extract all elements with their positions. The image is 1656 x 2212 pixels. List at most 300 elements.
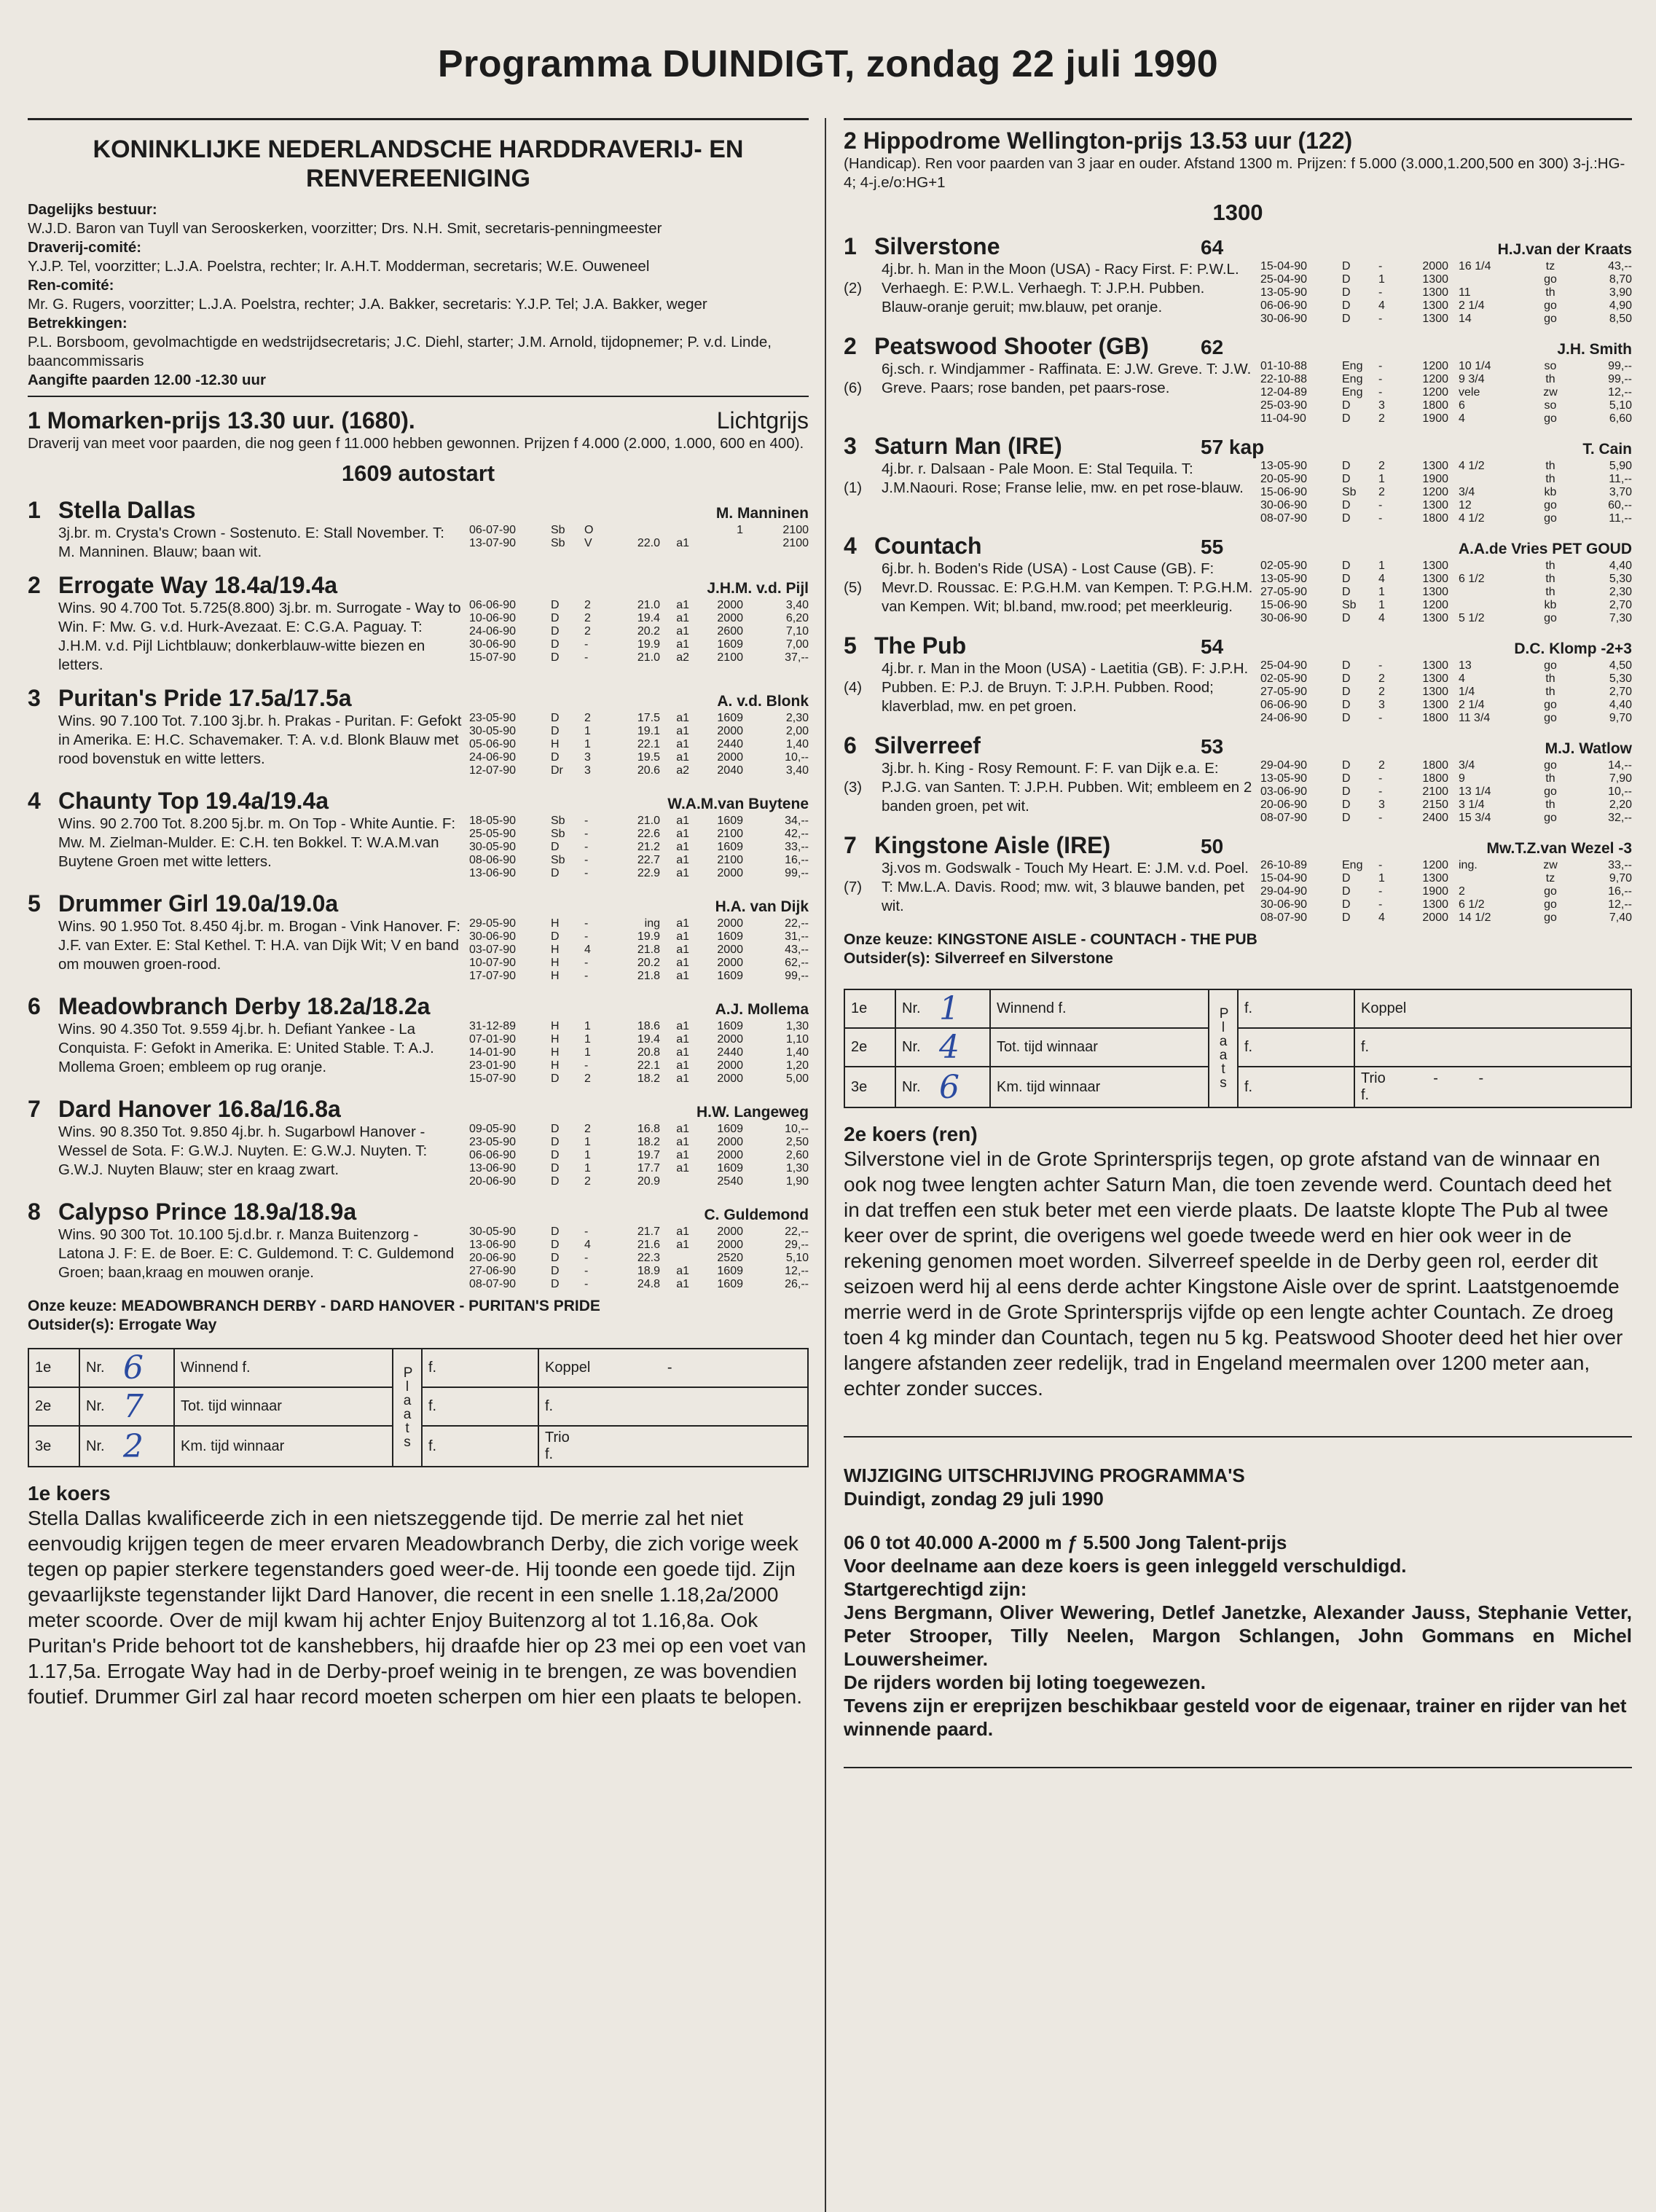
- wijziging-l2: Startgerechtigd zijn:: [844, 1578, 1027, 1600]
- result-cell: -: [1378, 260, 1383, 272]
- result-row: [469, 764, 809, 777]
- horse-header: [28, 572, 809, 599]
- result-cell: go: [1544, 785, 1557, 798]
- result-cell: -: [1378, 360, 1383, 372]
- result-cell: 3: [1378, 799, 1385, 811]
- result-row: [1260, 885, 1632, 898]
- knhrv-line-text: W.J.D. Baron van Tuyll van Serooskerken, voorzitter; Drs. N.H. Smit, secretaris-penningmeester: [28, 220, 662, 237]
- result-cell: 19.9: [637, 930, 660, 943]
- result-cell: D: [551, 1278, 560, 1290]
- result-cell: 22.7: [637, 854, 660, 866]
- result-cell: 2 1/4: [1459, 299, 1485, 312]
- result-cell: 2000: [717, 867, 743, 879]
- horse-name: Stella Dallas: [58, 497, 196, 523]
- result-cell: 2: [1378, 486, 1385, 498]
- result-cell: [1448, 560, 1534, 573]
- result-row: [469, 1239, 809, 1252]
- horse-name-wrap: [844, 433, 1062, 460]
- horse-header: [844, 333, 1632, 360]
- result-cell: D: [1342, 560, 1351, 572]
- horse-name-wrap: [844, 732, 981, 759]
- result-cell: 1900: [1422, 412, 1448, 425]
- result-cell: 2600: [717, 625, 743, 638]
- result-row: [469, 625, 809, 638]
- result-cell: go: [1544, 659, 1557, 672]
- result-cell: 3/4: [1459, 759, 1475, 772]
- result-row: [1260, 399, 1632, 412]
- result-cell: [1448, 599, 1534, 612]
- result-row: [1260, 659, 1632, 672]
- result-cell: 7,90: [1609, 772, 1632, 785]
- race2-keuze: Onze keuze: KINGSTONE AISLE - COUNTACH - THE PUB: [844, 931, 1257, 948]
- horse-weight-driver: [1195, 536, 1632, 559]
- result-cell: th: [1545, 672, 1555, 685]
- koppel-text: Koppel: [545, 1360, 591, 1376]
- result-cell: ing: [644, 917, 660, 930]
- result-cell: 22.1: [637, 1059, 660, 1072]
- result-cell: -: [584, 1225, 589, 1238]
- result-cell: 24-06-90: [1260, 712, 1308, 724]
- result-cell: 2: [1378, 460, 1385, 472]
- horse-desc: 3j.vos m. Godswalk - Touch My Heart. E: J.M. v.d. Poel. T: Mw.L.A. Davis. Rood; mw. wit, 3 blauwe banden, pet wit.: [882, 860, 1249, 914]
- result-cell: 4: [1378, 612, 1385, 624]
- horse-name-wrap: [28, 890, 338, 917]
- result-cell: 08-07-90: [469, 1278, 517, 1290]
- result-cell: 1609: [717, 1265, 743, 1277]
- result-cell: 3 1/4: [1459, 799, 1485, 811]
- result-cell: 20-06-90: [1260, 799, 1308, 811]
- wijziging-l4: De rijders worden bij loting toegewezen.: [844, 1671, 1206, 1693]
- result-cell: tz: [1545, 872, 1555, 885]
- horse-number: 7: [28, 1096, 41, 1122]
- nr-label: Nr.: [895, 989, 939, 1028]
- result-cell: 27-05-90: [1260, 586, 1308, 598]
- result-cell: [660, 1175, 689, 1188]
- result-cell: -: [1378, 885, 1383, 898]
- horse-driver: M. Manninen: [715, 505, 809, 522]
- result-row: [469, 712, 809, 725]
- result-cell: a1: [676, 1072, 689, 1085]
- result-cell: 19.9: [637, 638, 660, 651]
- result-cell: 30-06-90: [1260, 313, 1308, 325]
- result-cell: 1: [1378, 599, 1385, 611]
- result-cell: D: [551, 638, 560, 651]
- result-cell: 13 1/4: [1459, 785, 1491, 798]
- result-cell: a1: [676, 1033, 689, 1046]
- horse-name-line: [844, 333, 1149, 360]
- result-cell: D: [1342, 286, 1351, 299]
- result-row: [469, 1162, 809, 1175]
- result-cell: a1: [676, 751, 689, 764]
- koers2-text: Silverstone viel in de Grote Sprintersprijs tegen, op grote afstand van de winnaar en ook nog twee lengten achter Saturn Man, die toen zevende werd. Countach deed het in dat treffen een stuk beter met een vierde plaats. De laatste klopte The Pub al twee keer over de sprint, die overigens wel goede tweede werd en hier ook weer in de rekening genomen moet worden. Silverreef speelde in de Derby geen rol, eerder dit seizoen werd hij al eens derde achter Kingstone Aisle over de sprint. Laatstgenoemde merrie werd in de Grote Sprintersprijs vijfde op een lengte achter Countach. Ze droeg toen 4 kg minder dan Countach, tegen nu 5 kg. Peatswood Shooter deed het hier over langere afstanden zeer redelijk, trad in Engeland meermalen over 1200 meter aan, echter zonder succes.: [844, 1148, 1623, 1400]
- horse-weight: 50: [1201, 835, 1224, 858]
- horse-results: [469, 815, 809, 880]
- result-cell: 1200: [1422, 486, 1448, 498]
- result-cell: 25-03-90: [1260, 399, 1308, 412]
- result-cell: 22-10-88: [1260, 373, 1308, 385]
- result-cell: -: [584, 841, 589, 853]
- result-cell: 12-07-90: [469, 764, 517, 777]
- result-cell: go: [1544, 885, 1557, 898]
- result-cell: a1: [676, 712, 689, 724]
- horse-body: [844, 560, 1632, 625]
- result-cell: a1: [676, 1136, 689, 1148]
- result-cell: a1: [676, 599, 689, 611]
- result-cell: 3: [584, 764, 591, 777]
- result-cell: D: [1342, 785, 1351, 798]
- result-cell: Eng: [1342, 360, 1363, 372]
- result-cell: D: [1342, 512, 1351, 525]
- pick-2[interactable]: [939, 1028, 990, 1067]
- result-cell: 32,--: [1608, 812, 1632, 824]
- result-cell: 18.2: [637, 1072, 660, 1085]
- result-cell: D: [1342, 573, 1351, 585]
- column-divider: [825, 118, 826, 2212]
- horse-header: [844, 832, 1632, 859]
- result-cell: 18.9: [637, 1265, 660, 1277]
- result-cell: 2: [1378, 412, 1385, 425]
- horse-name: Kingstone Aisle (IRE): [874, 832, 1111, 858]
- horse-body: [844, 859, 1632, 925]
- horse-desc: 3j.br. m. Crysta's Crown - Sostenuto. E: Stall November. T: M. Manninen. Blauw; baan wit.: [58, 525, 444, 560]
- race1-horses: [28, 497, 809, 1291]
- place-label: 2e: [28, 1387, 79, 1426]
- result-cell: 1: [1378, 473, 1385, 485]
- result-cell: 2000: [1422, 911, 1448, 924]
- f-label: f.: [422, 1387, 538, 1426]
- result-cell: -: [1378, 785, 1383, 798]
- result-cell: a1: [676, 537, 689, 549]
- horse-weight-driver: [1195, 436, 1632, 459]
- result-row: [469, 612, 809, 625]
- result-cell: so: [1544, 360, 1557, 372]
- result-row: [1260, 699, 1632, 712]
- result-cell: a1: [676, 738, 689, 750]
- result-row: [469, 651, 809, 664]
- result-cell: Sb: [1342, 486, 1357, 498]
- handwritten-pick: 2: [123, 1427, 144, 1465]
- result-row: [1260, 412, 1632, 425]
- result-cell: H: [551, 1059, 560, 1072]
- result-cell: D: [1342, 885, 1351, 898]
- result-cell: a2: [676, 651, 689, 664]
- result-cell: D: [1342, 612, 1351, 624]
- result-cell: 24-06-90: [469, 751, 517, 764]
- horse-name-wrap: [844, 533, 982, 560]
- result-cell: 1: [584, 1033, 591, 1046]
- result-cell: th: [1545, 573, 1555, 585]
- result-cell: 1: [584, 1149, 591, 1161]
- result-cell: 06-06-90: [1260, 699, 1308, 711]
- result-cell: D: [551, 1239, 560, 1251]
- result-cell: 10 1/4: [1459, 360, 1491, 372]
- result-row: [469, 1046, 809, 1059]
- result-cell: 62,--: [785, 957, 809, 969]
- horse-results: [469, 917, 809, 983]
- result-cell: a1: [676, 638, 689, 651]
- result-cell: 02-05-90: [1260, 560, 1308, 572]
- result-cell: 2: [1459, 885, 1465, 898]
- result-cell: 1300: [1422, 586, 1448, 598]
- result-cell: 2000: [717, 1225, 743, 1238]
- horse-name-wrap: [844, 632, 966, 659]
- pick-1[interactable]: [939, 989, 990, 1028]
- result-cell: 2000: [717, 1136, 743, 1148]
- horse-entry: [844, 433, 1632, 525]
- nr-label: Nr.: [79, 1349, 123, 1387]
- horse-header: [28, 993, 809, 1020]
- result-cell: 1200: [1422, 599, 1448, 611]
- result-cell: kb: [1544, 486, 1557, 498]
- result-row: [1260, 898, 1632, 911]
- result-cell: 1300: [1422, 659, 1448, 672]
- horse-driver: A. v.d. Blonk: [717, 693, 809, 710]
- horse-desc: 4j.br. r. Man in the Moon (USA) - Laetitia (GB). F: J.P.H. Pubben. E: P.J. de Bruyn. T: J.P.H. Pubben. Rood; klaverblad, mw. en pet groen.: [882, 660, 1249, 715]
- result-cell: 2000: [717, 1239, 743, 1251]
- result-cell: 10,--: [785, 1123, 809, 1135]
- result-cell: H: [551, 1033, 560, 1046]
- knhrv-line: [28, 238, 809, 276]
- result-cell: 10,--: [785, 751, 809, 764]
- result-cell: a1: [676, 1046, 689, 1059]
- right-column: [844, 118, 1632, 2212]
- result-row: [1260, 260, 1632, 273]
- result-row: [1260, 872, 1632, 885]
- result-cell: th: [1545, 586, 1555, 598]
- result-cell: go: [1544, 699, 1557, 711]
- result-cell: 18-05-90: [469, 815, 517, 827]
- pick-2[interactable]: [123, 1387, 174, 1426]
- koppel-label: [538, 1349, 808, 1387]
- result-cell: -: [584, 638, 589, 651]
- horse-number: 4: [844, 533, 857, 559]
- horse-name-wrap: [844, 333, 1149, 360]
- result-cell: 8,70: [1609, 273, 1632, 286]
- horse-name-line: [844, 533, 982, 560]
- horse-name-line: [844, 632, 966, 659]
- horse-number: 4: [28, 788, 41, 814]
- horse-header: [844, 433, 1632, 460]
- result-cell: 1300: [1422, 872, 1448, 885]
- trio-label: [1354, 1067, 1631, 1107]
- result-cell: a1: [676, 867, 689, 879]
- result-cell: D: [551, 651, 560, 664]
- result-cell: 2: [584, 1123, 591, 1135]
- result-cell: 2,70: [1609, 686, 1632, 698]
- result-cell: 2100: [1422, 785, 1448, 798]
- result-cell: th: [1545, 799, 1555, 811]
- pick-3[interactable]: [123, 1426, 174, 1467]
- result-cell: H: [551, 738, 560, 750]
- result-row: [469, 1252, 809, 1265]
- result-cell: 2440: [717, 738, 743, 750]
- result-cell: 1,10: [785, 1033, 809, 1046]
- handwritten-pick: 6: [939, 1068, 960, 1106]
- result-cell: H: [551, 917, 560, 930]
- horse-results: [1260, 260, 1632, 326]
- result-cell: 1300: [1422, 699, 1448, 711]
- horse-name: The Pub: [874, 632, 967, 659]
- result-row: [1260, 373, 1632, 386]
- horse-desc: Wins. 90 2.700 Tot. 8.200 5j.br. m. On Top - White Auntie. F: Mw. M. Zielman-Mulder. E: C.H. ten Bokkel. T: W.A.M.van Buytene Groen met witte letters.: [58, 815, 456, 870]
- result-row: [1260, 812, 1632, 825]
- horse-body: [28, 712, 809, 777]
- result-cell: 03-07-90: [469, 944, 517, 956]
- horse-number: 5: [844, 632, 857, 659]
- result-cell: 3,90: [1609, 286, 1632, 299]
- knhrv-line-label: Draverij-comité:: [28, 239, 142, 256]
- wijziging-l5: Tevens zijn er ereprijzen beschikbaar gesteld voor de eigenaar, trainer en rijder van het winnende paard.: [844, 1695, 1627, 1740]
- horse-startbox: (5): [844, 579, 863, 596]
- result-row: [469, 1033, 809, 1046]
- result-cell: -: [584, 1265, 589, 1277]
- result-cell: 1300: [1422, 573, 1448, 585]
- horse-desc: 4j.br. r. Dalsaan - Pale Moon. E: Stal Tequila. T: J.M.Naouri. Rose; Franse lelie, mw. en pet rose-blauw.: [882, 460, 1244, 496]
- result-cell: 11,--: [1609, 512, 1632, 525]
- horse-number: 7: [844, 832, 857, 858]
- rule: [844, 1436, 1632, 1438]
- result-cell: -: [584, 930, 589, 943]
- horse-name-wrap: [28, 685, 352, 712]
- result-cell: 25-04-90: [1260, 273, 1308, 286]
- race1-desc: Draverij van meet voor paarden, die nog geen f 11.000 hebben gewonnen. Prijzen f 4.000 (2.000, 1.000, 600 en 400).: [28, 435, 804, 452]
- result-cell: 25-05-90: [469, 828, 517, 840]
- result-cell: D: [551, 725, 560, 737]
- result-cell: th: [1545, 460, 1555, 472]
- result-cell: -: [1378, 712, 1383, 724]
- result-cell: -: [1378, 898, 1383, 911]
- result-cell: 1609: [717, 1278, 743, 1290]
- result-cell: ing.: [1459, 859, 1478, 871]
- result-cell: 2: [584, 625, 591, 638]
- result-cell: Sb: [551, 524, 565, 536]
- knhrv-line: [28, 276, 809, 314]
- result-row: [1260, 785, 1632, 799]
- result-cell: a1: [676, 854, 689, 866]
- result-cell: -: [1378, 386, 1383, 399]
- result-cell: 17-07-90: [469, 970, 517, 982]
- result-cell: 2400: [1422, 812, 1448, 824]
- result-cell: 5,90: [1609, 460, 1632, 472]
- horse-startbox: (6): [844, 380, 863, 396]
- result-cell: 13-05-90: [1260, 286, 1308, 299]
- horse-header: [844, 632, 1632, 659]
- result-cell: 30-05-90: [469, 1225, 517, 1238]
- result-cell: 21.7: [637, 1225, 660, 1238]
- result-row: [469, 917, 809, 930]
- result-cell: Sb: [551, 815, 565, 827]
- wijziging-race: 06 0 tot 40.000 A-2000 m ƒ 5.500 Jong Talent-prijs: [844, 1531, 1287, 1553]
- horse-weight-driver: [1195, 735, 1632, 758]
- result-row: [469, 1265, 809, 1278]
- result-cell: 30-05-90: [469, 725, 517, 737]
- result-row: [1260, 512, 1632, 525]
- result-row: [469, 1123, 809, 1136]
- pick-3[interactable]: [939, 1067, 990, 1107]
- pick-1[interactable]: [123, 1349, 174, 1387]
- horse-name: Errogate Way 18.4a/19.4a: [58, 572, 338, 598]
- result-row: [469, 599, 809, 612]
- km-label: Km. tijd winnaar: [990, 1067, 1209, 1107]
- horse-results: [1260, 759, 1632, 825]
- result-cell: D: [1342, 260, 1351, 272]
- result-cell: 16 1/4: [1459, 260, 1491, 272]
- result-cell: go: [1544, 898, 1557, 911]
- horse-body: [844, 360, 1632, 425]
- result-cell: 22.0: [637, 537, 660, 549]
- horse-entry: [28, 788, 809, 880]
- result-cell: 1300: [1422, 672, 1448, 685]
- result-cell: -: [1378, 659, 1383, 672]
- result-row: [469, 944, 809, 957]
- result-cell: a1: [676, 930, 689, 943]
- wijziging-l3: Jens Bergmann, Oliver Wewering, Detlef Janetzke, Alexander Jauss, Stephanie Vetter, Peter Strooper, Tilly Neelen, Margon Schlangen, John Gommans en Michel Louwersheimer.: [844, 1601, 1632, 1670]
- horse-entry: [844, 732, 1632, 825]
- result-cell: 12,--: [1608, 898, 1632, 911]
- result-row: [1260, 859, 1632, 872]
- horse-results: [469, 599, 809, 675]
- result-cell: 13: [1459, 659, 1472, 672]
- result-row: [469, 815, 809, 828]
- dash: -: [1478, 1070, 1484, 1086]
- horse-desc: 4j.br. h. Man in the Moon (USA) - Racy First. F: P.W.L. Verhaegh. E: P.W.L. Verhaegh. T: J.P.H. Pubben. Blauw-oranje geruit; mw.blauw, pet oranje.: [882, 261, 1239, 315]
- result-cell: 4: [1378, 299, 1385, 312]
- horse-name-wrap: [844, 832, 1110, 859]
- race1-header: [28, 407, 809, 434]
- result-cell: 30-06-90: [1260, 898, 1308, 911]
- result-cell: [1448, 586, 1534, 599]
- result-cell: 2440: [717, 1046, 743, 1059]
- horse-results: [469, 1020, 809, 1086]
- result-row: [469, 1225, 809, 1239]
- result-row: [1260, 759, 1632, 772]
- result-cell: 21.0: [637, 599, 660, 611]
- result-cell: 7,10: [785, 625, 809, 638]
- race2-outsider: Outsider(s): Silverreef en Silverstone: [844, 950, 1113, 967]
- result-cell: 99,--: [1608, 373, 1632, 385]
- result-cell: 5,30: [1609, 672, 1632, 685]
- horse-header: [28, 685, 809, 712]
- horse-results: [469, 1225, 809, 1291]
- result-cell: 4,40: [1609, 699, 1632, 711]
- result-cell: 13-06-90: [469, 1239, 517, 1251]
- koers1-heading: 1e koers: [28, 1482, 111, 1505]
- nr-label: Nr.: [79, 1387, 123, 1426]
- result-cell: 10,--: [1608, 785, 1632, 798]
- km-label: Km. tijd winnaar: [174, 1426, 393, 1467]
- result-cell: 1300: [1422, 560, 1448, 572]
- trio-text: Trio: [1361, 1070, 1386, 1086]
- result-cell: 1609: [717, 1162, 743, 1174]
- result-cell: a1: [676, 944, 689, 956]
- result-cell: 22.3: [637, 1252, 660, 1264]
- f-label: f.: [538, 1387, 808, 1426]
- winnend-label: Winnend f.: [990, 989, 1209, 1028]
- result-cell: 2: [584, 599, 591, 611]
- result-cell: 21.8: [637, 944, 660, 956]
- result-cell: [1448, 872, 1534, 885]
- horse-desc: Wins. 90 1.950 Tot. 8.450 4j.br. m. Brogan - Vink Hanover. F: J.F. van Exter. E: Stal Kethel. T: H.A. van Dijk Wit; V en band om mouwen groen-rood.: [58, 918, 460, 973]
- koers2-heading: 2e koers (ren): [844, 1123, 978, 1145]
- result-cell: 4: [1459, 672, 1465, 685]
- result-cell: 2000: [717, 917, 743, 930]
- horse-weight-driver: [1195, 236, 1632, 259]
- result-cell: 1609: [717, 930, 743, 943]
- rule: [844, 1767, 1632, 1768]
- horse-number: 6: [28, 993, 41, 1019]
- result-cell: 1: [1378, 872, 1385, 885]
- horse-entry: [844, 632, 1632, 725]
